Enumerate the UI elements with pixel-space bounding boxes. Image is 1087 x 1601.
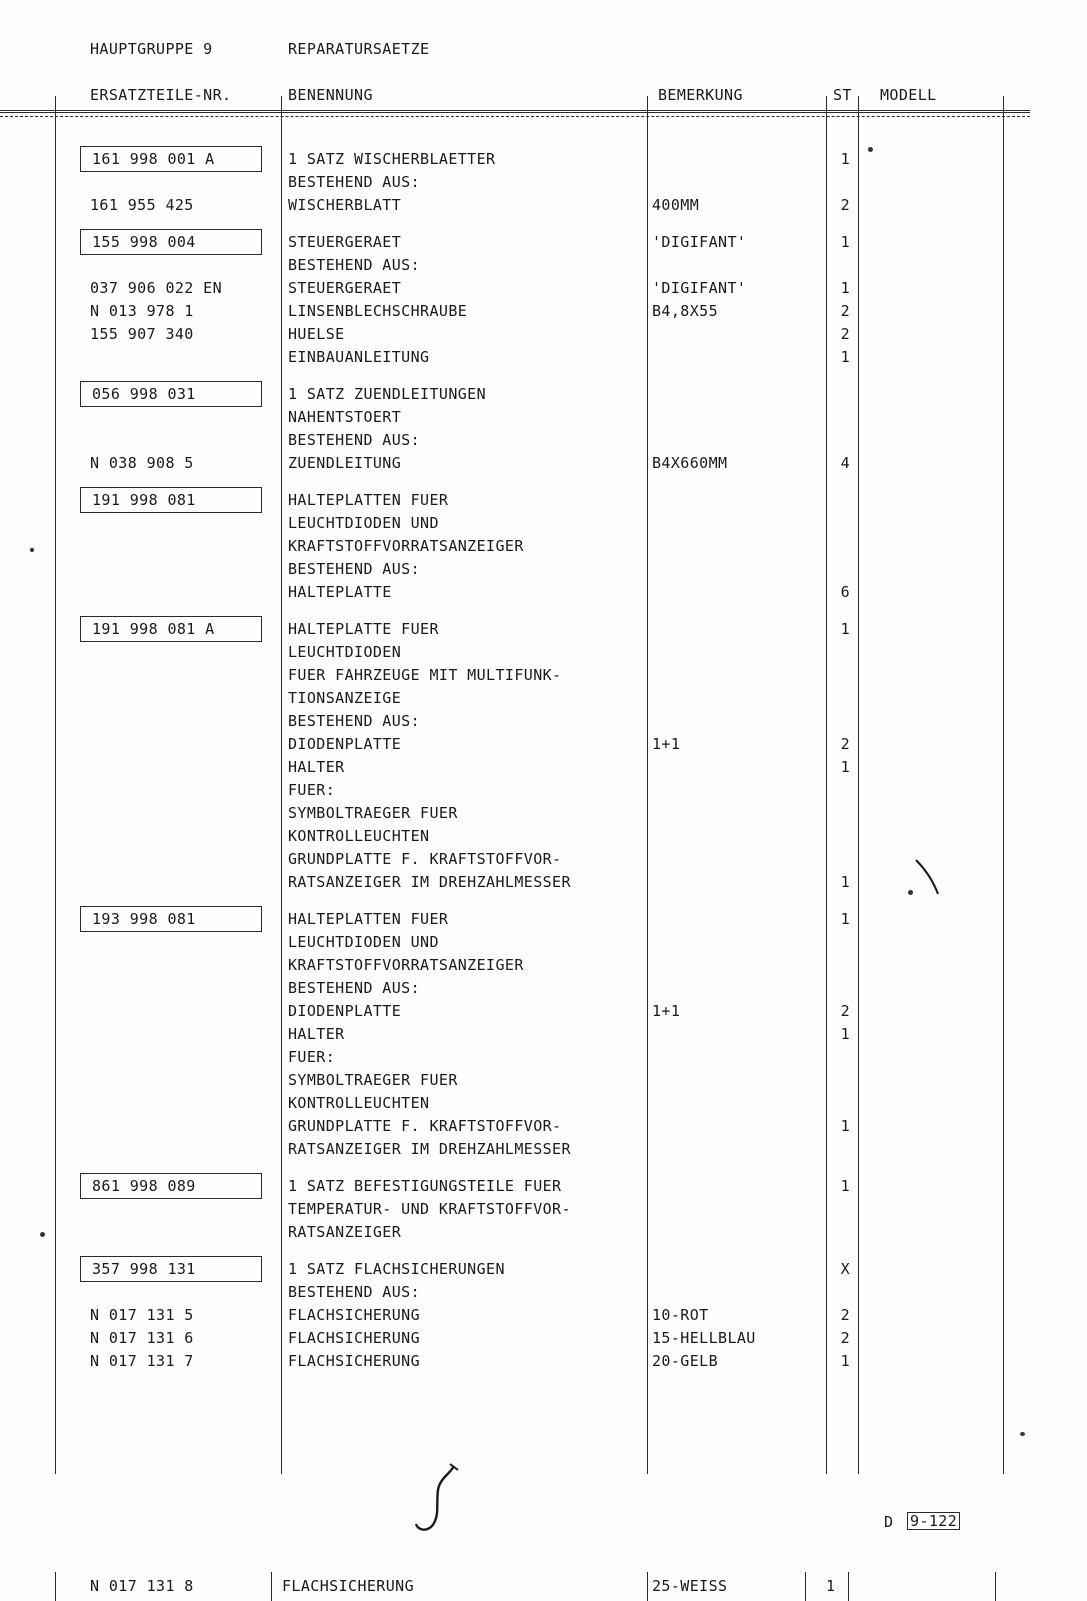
item-quantity: 2 [840,1002,850,1020]
item-quantity: 1 [840,620,850,638]
item-quantity: 1 [840,279,850,297]
item-remark: 'DIGIFANT' [652,279,747,297]
item-name: BESTEHEND AUS: [288,173,421,191]
item-name: EINBAUANLEITUNG [288,348,430,366]
item-name: HALTEPLATTE FUER [288,620,439,638]
item-quantity: 1 [840,150,850,168]
item-name: HALTER [288,1025,345,1043]
item-name: FUER: [288,1048,336,1066]
item-name: TEMPERATUR- UND KRAFTSTOFFVOR- [288,1200,571,1218]
rule-name-remark [647,96,648,1474]
component-part-number: 155 907 340 [90,325,194,343]
item-name: FLACHSICHERUNG [288,1352,421,1370]
handwritten-mark-icon [410,1460,470,1540]
item-name: SYMBOLTRAEGER FUER [288,1071,458,1089]
overflow-rule-part-name [271,1572,272,1601]
item-quantity: 1 [840,910,850,928]
item-name: HALTEPLATTE [288,583,392,601]
item-name: WISCHERBLATT [288,196,402,214]
column-header-part-no: ERSATZTEILE-NR. [90,86,232,104]
item-remark: 10-ROT [652,1306,709,1324]
overflow-part-no: N 017 131 8 [90,1577,194,1595]
item-quantity: 1 [840,758,850,776]
item-quantity: 2 [840,196,850,214]
item-quantity: 2 [840,325,850,343]
item-name: HALTER [288,758,345,776]
item-quantity: 6 [840,583,850,601]
rule-qty-model [858,96,859,1474]
component-part-number: N 017 131 5 [90,1306,194,1324]
item-name: LEUCHTDIODEN UND [288,514,439,532]
item-name: BESTEHEND AUS: [288,712,421,730]
overflow-rule-name-remark [647,1572,648,1601]
item-quantity: 1 [840,348,850,366]
item-name: BESTEHEND AUS: [288,979,421,997]
item-quantity: 1 [840,1117,850,1135]
item-name: STEUERGERAET [288,233,402,251]
component-part-number: N 013 978 1 [90,302,194,320]
item-name: GRUNDPLATTE F. KRAFTSTOFFVOR- [288,850,562,868]
set-part-number: 056 998 031 [92,385,196,403]
component-part-number: N 017 131 6 [90,1329,194,1347]
item-name: FUER: [288,781,336,799]
scan-speck [40,1232,45,1237]
item-remark: 20-GELB [652,1352,719,1370]
item-name: HALTEPLATTEN FUER [288,910,449,928]
scan-speck [868,147,873,152]
item-name: ZUENDLEITUNG [288,454,402,472]
item-name: 1 SATZ ZUENDLEITUNGEN [288,385,487,403]
overflow-rule-qty-model [848,1572,849,1601]
item-name: BESTEHEND AUS: [288,431,421,449]
item-name: HUELSE [288,325,345,343]
set-part-number: 357 998 131 [92,1260,196,1278]
item-quantity: 2 [840,1329,850,1347]
item-name: LEUCHTDIODEN UND [288,933,439,951]
item-name: RATSANZEIGER IM DREHZAHLMESSER [288,873,571,891]
rule-left [55,96,56,1474]
component-part-number: 037 906 022 EN [90,279,223,297]
rule-right [1003,96,1004,1474]
item-name: BESTEHEND AUS: [288,1283,421,1301]
set-part-number: 861 998 089 [92,1177,196,1195]
item-name: KONTROLLEUCHTEN [288,1094,430,1112]
item-quantity: 1 [840,1025,850,1043]
item-quantity: 1 [840,1177,850,1195]
column-header-qty: ST [833,86,852,104]
set-part-number: 193 998 081 [92,910,196,928]
item-name: LINSENBLECHSCHRAUBE [288,302,468,320]
item-name: RATSANZEIGER IM DREHZAHLMESSER [288,1140,571,1158]
item-remark: 400MM [652,196,700,214]
item-name: FLACHSICHERUNG [288,1306,421,1324]
header-separator-dashed [0,116,1030,117]
rule-part-name [281,96,282,1474]
overflow-remark: 25-WEISS [652,1577,728,1595]
item-quantity: 2 [840,1306,850,1324]
item-quantity: 2 [840,735,850,753]
item-name: FLACHSICHERUNG [288,1329,421,1347]
item-name: KRAFTSTOFFVORRATSANZEIGER [288,956,524,974]
page-reference: 9-122 [907,1512,960,1530]
overflow-qty: 1 [826,1577,836,1595]
item-name: KRAFTSTOFFVORRATSANZEIGER [288,537,524,555]
item-quantity: 1 [840,233,850,251]
item-name: 1 SATZ FLACHSICHERUNGEN [288,1260,505,1278]
item-name: TIONSANZEIGE [288,689,402,707]
rule-remark-qty [826,96,827,1474]
item-remark: 1+1 [652,1002,681,1020]
item-quantity: 4 [840,454,850,472]
item-quantity: 1 [840,873,850,891]
item-name: LEUCHTDIODEN [288,643,402,661]
overflow-rule-remark-qty [805,1572,806,1601]
component-part-number: N 017 131 7 [90,1352,194,1370]
set-part-number: 191 998 081 A [92,620,215,638]
item-name: NAHENTSTOERT [288,408,402,426]
overflow-name: FLACHSICHERUNG [282,1577,415,1595]
item-name: BESTEHEND AUS: [288,256,421,274]
item-name: BESTEHEND AUS: [288,560,421,578]
header-separator [0,110,1030,113]
group-title: REPARATURSAETZE [288,40,430,58]
item-name: KONTROLLEUCHTEN [288,827,430,845]
item-name: DIODENPLATTE [288,735,402,753]
column-header-model: MODELL [880,86,937,104]
set-part-number: 155 998 004 [92,233,196,251]
page-prefix: D [884,1513,894,1531]
item-name: HALTEPLATTEN FUER [288,491,449,509]
overflow-rule-left [55,1572,56,1601]
item-name: RATSANZEIGER [288,1223,402,1241]
item-quantity: X [840,1260,850,1278]
item-remark: B4,8X55 [652,302,719,320]
scan-speck [30,548,34,552]
scan-mark-icon [912,858,942,898]
component-part-number: N 038 908 5 [90,454,194,472]
column-header-name: BENENNUNG [288,86,373,104]
item-remark: 1+1 [652,735,681,753]
overflow-rule-right [995,1572,996,1601]
column-header-remark: BEMERKUNG [658,86,743,104]
item-name: STEUERGERAET [288,279,402,297]
item-remark: 'DIGIFANT' [652,233,747,251]
set-part-number: 161 998 001 A [92,150,215,168]
item-name: 1 SATZ WISCHERBLAETTER [288,150,496,168]
item-name: DIODENPLATTE [288,1002,402,1020]
item-name: FUER FAHRZEUGE MIT MULTIFUNK- [288,666,562,684]
group-label: HAUPTGRUPPE 9 [90,40,213,58]
set-part-number: 191 998 081 [92,491,196,509]
component-part-number: 161 955 425 [90,196,194,214]
item-name: SYMBOLTRAEGER FUER [288,804,458,822]
item-quantity: 1 [840,1352,850,1370]
item-remark: B4X660MM [652,454,728,472]
item-remark: 15-HELLBLAU [652,1329,756,1347]
item-name: 1 SATZ BEFESTIGUNGSTEILE FUER [288,1177,562,1195]
scan-speck [1020,1432,1025,1436]
item-name: GRUNDPLATTE F. KRAFTSTOFFVOR- [288,1117,562,1135]
item-quantity: 2 [840,302,850,320]
